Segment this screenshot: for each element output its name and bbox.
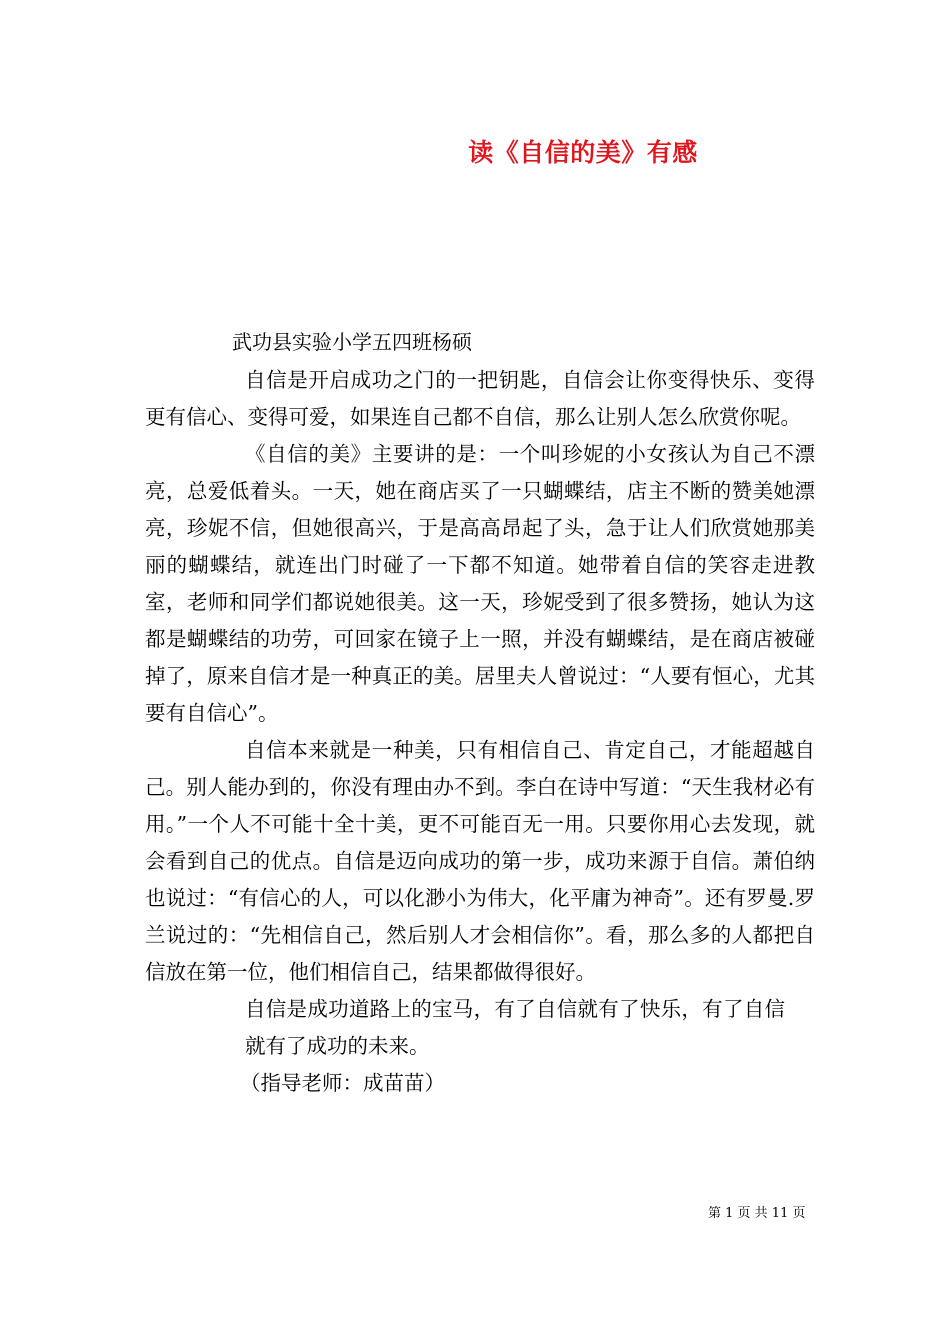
teacher-note: （指导老师：成苗苗） bbox=[240, 1071, 445, 1095]
document-body bbox=[145, 362, 815, 1102]
author-line: 武功县实验小学五四班杨硕 bbox=[232, 330, 472, 354]
paragraph-closing: 自信是成功道路上的宝马，有了自信就有了快乐，有了自信就有了成功的未来。 bbox=[245, 997, 785, 1058]
paragraph-intro: 自信是开启成功之门的一把钥匙，自信会让你变得快乐、变得更有信心、变得可爱，如果连自己都不自信，那么让别人怎么欣赏你呢。 bbox=[145, 368, 815, 429]
document-title: 读《自信的美》有感 bbox=[468, 138, 698, 167]
paragraph-summary: 《自信的美》主要讲的是：一个叫珍妮的小女孩认为自己不漂亮，总爱低着头。一天，她在商店买了一只蝴蝶结，店主不断的赞美她漂亮，珍妮不信，但她很高兴，于是高高昂起了头，急于让人们欣赏她那美丽的蝴蝶结，就连出门时碰了一下都不知道。她带着自信的笑容走进教室，老师和同学们都说她很美。这一天，珍妮受到了很多赞扬，她认为这都是蝴蝶结的功劳，可回家在镜子上一照，并没有蝴蝶结，是在商店被碰掉了，原来自信才是一种真正的美。居里夫人曾说过：“人要有恒心，尤其要有自信心”。 bbox=[145, 442, 815, 725]
page-indicator: 第 1 页 共 11 页 bbox=[708, 1206, 806, 1221]
paragraph-reflection: 自信本来就是一种美，只有相信自己、肯定自己，才能超越自己。别人能办到的，你没有理由办不到。李白在诗中写道：“天生我材必有用。”一个人不可能十全十美，更不可能百无一用。只要你用心去发现，就会看到自己的优点。自信是迈向成功的第一步，成功来源于自信。萧伯纳也说过：“有信心的人，可以化渺小为伟大，化平庸为神奇”。还有罗曼.罗兰说过的：“先相信自己，然后别人才会相信你”。看，那么多的人都把自信放在第一位，他们相信自己，结果都做得很好。 bbox=[145, 738, 815, 984]
